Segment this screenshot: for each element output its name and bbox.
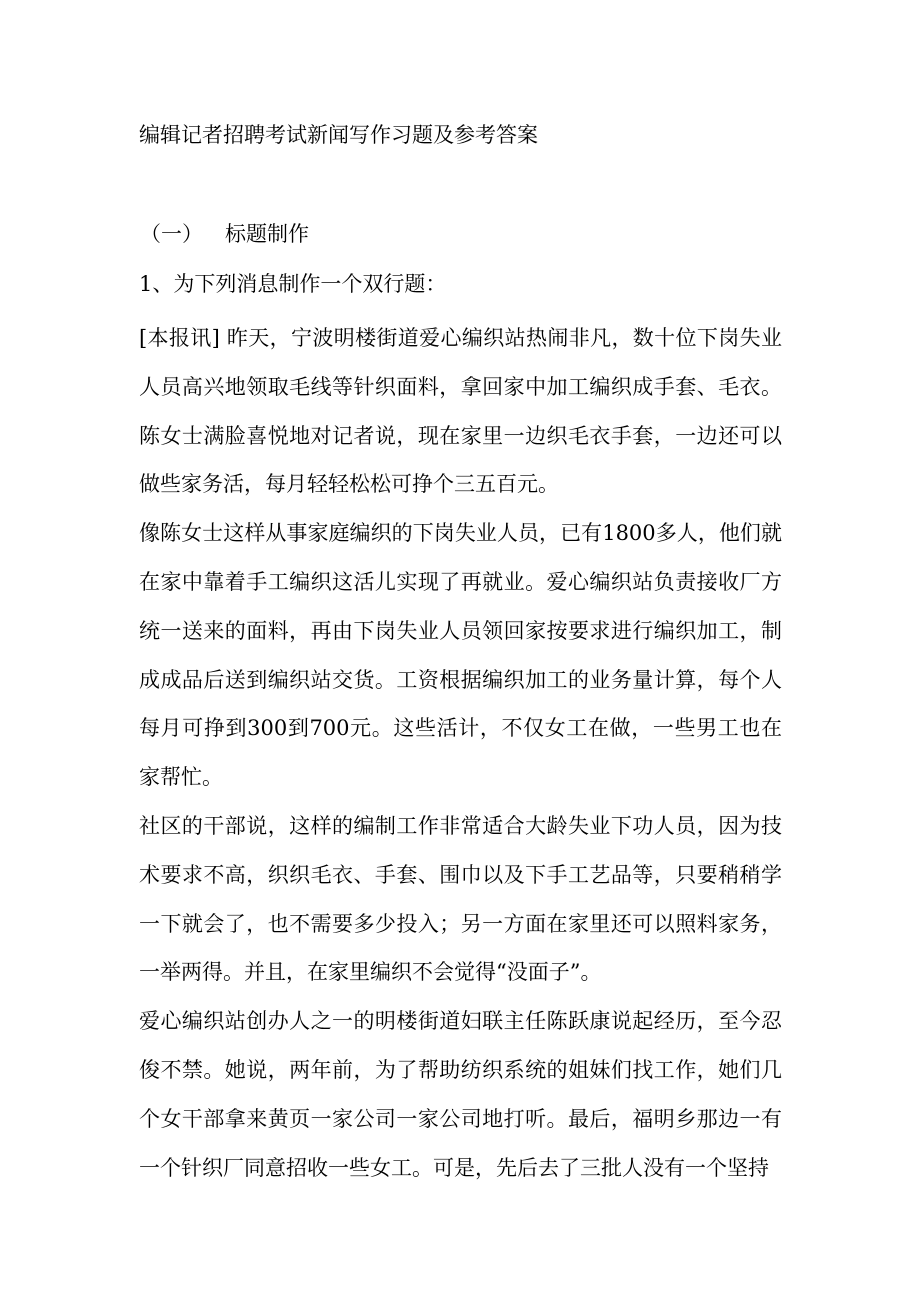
section-number: （一）	[140, 222, 203, 246]
article-paragraph: 像陈女士这样从事家庭编织的下岗失业人员，已有1800多人，他们就在家中靠着手工编织这活儿实现了再就业。爱心编织站负责接收厂方统一送来的面料，再由下岗失业人员领回家按要求进行编织加工，制成成品后送到编织站交货。工资根据编织加工的业务量计算，每个人每月可挣到300到700元。这些活计，不仅女工在做，一些男工也在家帮忙。	[139, 521, 782, 790]
section-heading	[140, 218, 309, 250]
article-paragraph: 爱心编织站创办人之一的明楼街道妇联主任陈跃康说起经历，至今忍俊不禁。她说，两年前，为了帮助纺织系统的姐妹们找工作，她们几个女干部拿来黄页一家公司一家公司地打听。最后，福明乡那边一有一个针织厂同意招收一些女工。可是，先后去了三批人没有一个坚持	[139, 1009, 782, 1180]
news-article	[139, 314, 782, 1192]
article-paragraph: 社区的干部说，这样的编制工作非常适合大龄失业下功人员，因为技术要求不高，织织毛衣、手套、围巾以及下手工艺品等，只要稍稍学一下就会了，也不需要多少投入；另一方面在家里还可以照料家务，一举两得。并且，在家里编织不会觉得“没面子”。	[139, 813, 782, 985]
article-paragraph: [本报讯] 昨天，宁波明楼街道爱心编织站热闹非凡，数十位下岗失业人员高兴地领取毛线等针织面料，拿回家中加工编织成手套、毛衣。陈女士满脸喜悦地对记者说，现在家里一边织毛衣手套，一边还可以做些家务活，每月轻轻松松可挣个三五百元。	[139, 326, 782, 497]
question-prompt: 1、为下列消息制作一个双行题：	[139, 272, 447, 296]
section-heading-text: 标题制作	[225, 222, 309, 246]
document-title: 编辑记者招聘考试新闻写作习题及参考答案	[139, 123, 538, 147]
